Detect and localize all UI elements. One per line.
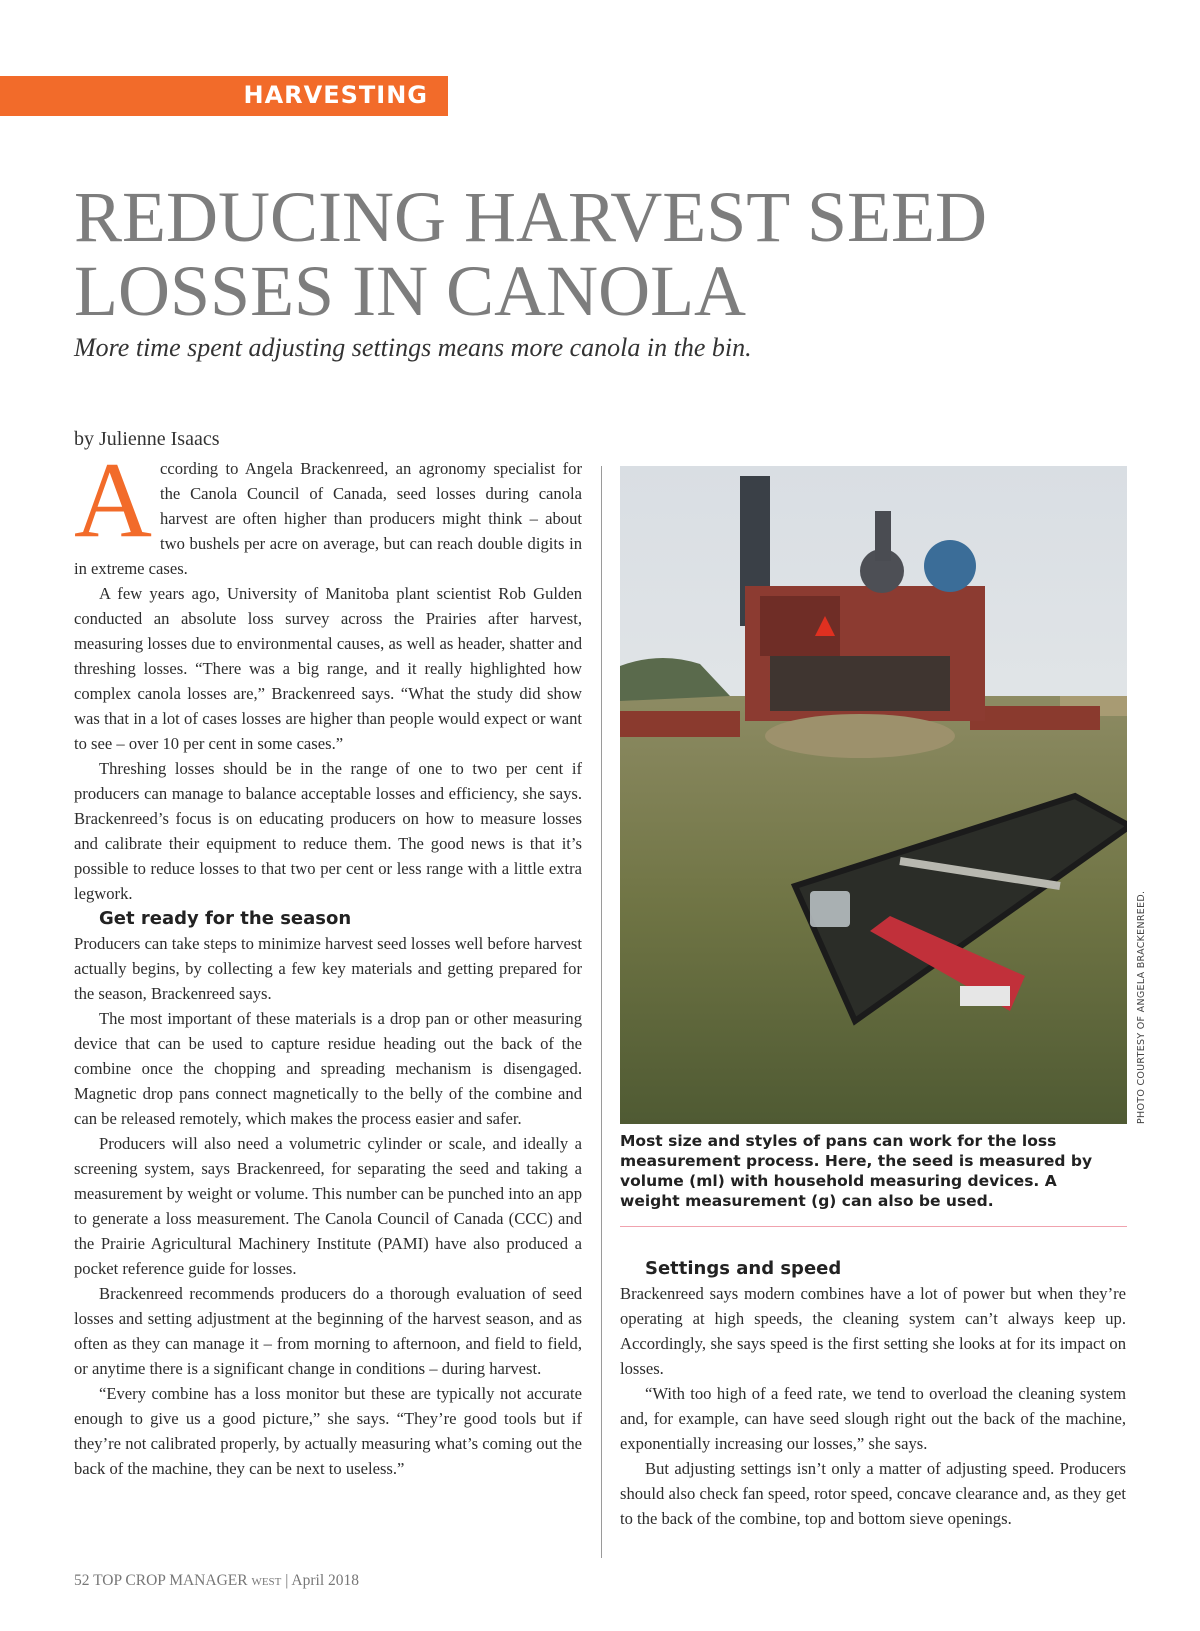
page-footer	[74, 1572, 359, 1590]
caption-rule	[620, 1226, 1127, 1227]
page-number: 52	[74, 1572, 90, 1589]
paragraph-adjusting: But adjusting settings isn’t only a matter of adjusting speed. Producers should also check fan speed, rotor speed, concave clearance and, as they get to the back of the combine, top and bottom sieve openings.	[620, 1459, 1126, 1528]
paragraph-cylinder: Producers will also need a volumetric cylinder or scale, and ideally a screening system, says Brackenreed, for separating the seed and taking a measurement by weight or volume. This number can be punched into an app to generate a loss measurement. The Canola Council of Canada (CCC) and the Prairie Agricultural Machinery Institute (PAMI) have also produced a pocket reference guide for losses.	[74, 1134, 582, 1278]
issue-date: April 2018	[291, 1572, 360, 1589]
paragraph-prepare: Producers can take steps to minimize harvest seed losses well before harvest actually begins, by collecting a few key materials and getting prepared for the season, Brackenreed says.	[74, 934, 582, 1003]
paragraph-speed: Brackenreed says modern combines have a lot of power but when they’re operating at high speeds, the cleaning system can’t always keep up. Accordingly, she says speed is the first setting she looks at for its impact on losses.	[620, 1284, 1126, 1378]
paragraph-intro	[74, 441, 582, 581]
right-column	[620, 1256, 1126, 1531]
column-divider	[601, 466, 602, 1558]
title-line-1: REDUCING HARVEST SEED	[74, 177, 987, 257]
photo-credit: PHOTO COURTESY OF ANGELA BRACKENREED.	[1136, 890, 1147, 1124]
paragraph-feed-rate: “With too high of a feed rate, we tend to overload the cleaning system and, for example, can have seed slough right out the back of the machine, exponentially increasing our losses,” she says.	[620, 1384, 1126, 1453]
article-subtitle: More time spent adjusting settings means more canola in the bin.	[74, 333, 752, 362]
paragraph-evaluation: Brackenreed recommends producers do a thorough evaluation of seed losses and setting adjustment at the beginning of the harvest season, and as often as they can manage it – from morning to afternoon, and field to field, or anytime there is a significant change in conditions – during harvest.	[74, 1284, 582, 1378]
left-column	[74, 441, 582, 1481]
paragraph-survey: A few years ago, University of Manitoba plant scientist Rob Gulden conducted an absolute loss survey across the Prairies after harvest, measuring losses due to environmental causes, as well as header, shatter and threshing losses. “There was a big range, and it really highlighted how complex canola losses are,” Brackenreed says. “What the study did show was that in a lot of cases losses are higher than people would expect or want to see – over 10 per cent in some cases.”	[74, 584, 582, 753]
drop-cap: A	[74, 441, 152, 560]
section-banner	[0, 76, 448, 116]
paragraph-threshing: Threshing losses should be in the range of one to two per cent if producers can manage to balance acceptable losses and efficiency, she says. Brackenreed’s focus is on educating producers on how to measure losses and calibrate their equipment to reduce them. The good news is that it’s possible to reduce losses to that two per cent or less range with a little extra legwork.	[74, 759, 582, 903]
paragraph-loss-monitor: “Every combine has a loss monitor but these are typically not accurate enough to give us a good picture,” she says. “They’re good tools but if they’re not calibrated properly, by actually measuring what’s coming out the back of the machine, they can be next to useless.”	[74, 1384, 582, 1478]
paragraph-intro-text: ccording to Angela Brackenreed, an agronomy specialist for the Canola Council of Canada, seed losses during canola harvest are often higher than producers might think – about two bushels per acre on average, but can reach double digits in in extreme cases.	[74, 459, 582, 578]
footer-separator: |	[285, 1572, 289, 1589]
article-title	[74, 177, 987, 331]
photo-caption: Most size and styles of pans can work for the loss measurement process. Here, the seed is measured by volume (ml) with household measuring devices. A weight measurement (g) can also be used.	[620, 1132, 1093, 1210]
section-label: HARVESTING	[243, 81, 428, 109]
byline: by Julienne Isaacs	[74, 428, 220, 450]
magazine-name: TOP CROP MANAGER	[93, 1572, 248, 1589]
section-heading-get-ready: Get ready for the season	[99, 908, 352, 929]
title-line-2: LOSSES IN CANOLA	[74, 251, 747, 331]
paragraph-drop-pan: The most important of these materials is a drop pan or other measuring device that can be used to capture residue heading out the back of the combine once the chopping and spreading mechanism is disengaged. Magnetic drop pans connect magnetically to the belly of the combine and can be released remotely, which makes the process easier and safer.	[74, 1009, 582, 1128]
magazine-edition: WEST	[251, 1576, 282, 1588]
combine-field-photo	[620, 466, 1127, 1124]
section-heading-settings: Settings and speed	[645, 1258, 842, 1279]
